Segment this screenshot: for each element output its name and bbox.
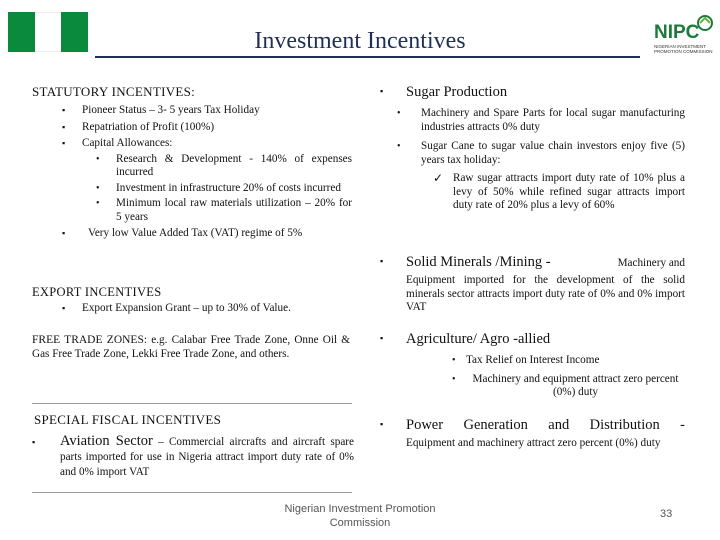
sub-item-text: Research & Development - 140% of expenses incurred xyxy=(116,152,352,178)
fiscal-heading: SPECIAL FISCAL INCENTIVES xyxy=(34,412,222,427)
sugar-check-text: Raw sugar attracts import duty rate of 10% plus a levy of 50% while refined sugar attracts import duty rate of 20% plus a levy of 60% xyxy=(453,172,685,211)
fiscal-box-top xyxy=(32,403,352,404)
list-item xyxy=(452,354,685,368)
square-bullet-icon: ▪ xyxy=(380,86,384,96)
sub-list-item xyxy=(62,153,352,180)
agric-title: Agriculture/ Agro -allied xyxy=(406,331,551,347)
ftz-text: e.g. Calabar Free Trade Zone, Onne Oil & Gas Free Trade Zone, Lekki Free Trade Zone, and others. xyxy=(32,334,350,360)
agric-section xyxy=(380,331,685,400)
page-title: Investment Incentives xyxy=(254,28,466,54)
bullet-icon: • xyxy=(452,355,456,366)
list-item xyxy=(62,137,352,151)
sub-item-text: Investment in infrastructure 20% of costs incurred xyxy=(116,181,341,194)
agric-item-text: Machinery and equipment attract zero percent (0%) duty xyxy=(472,372,679,398)
footer-line-2: Commission xyxy=(329,517,391,529)
agric-item-text: Tax Relief on Interest Income xyxy=(466,354,600,366)
checkmark-icon: ✓ xyxy=(433,171,444,185)
list-item-text: Capital Allowances: xyxy=(82,137,173,149)
ftz-block xyxy=(32,334,350,361)
solid-section xyxy=(380,254,685,315)
square-bullet-icon: ▪ xyxy=(62,121,66,132)
sub-list-item xyxy=(62,197,352,224)
list-item xyxy=(452,372,685,400)
list-item-text: Pioneer Status – 3- 5 years Tax Holiday xyxy=(82,104,260,116)
square-bullet-icon: ▪ xyxy=(62,105,66,115)
statutory-heading: STATUTORY INCENTIVES: xyxy=(32,84,196,99)
title-underline xyxy=(95,56,640,58)
list-item-text: Very low Value Added Tax (VAT) regime of 5% xyxy=(88,227,303,239)
nipc-logo xyxy=(652,14,716,56)
list-item xyxy=(62,121,352,135)
aviation-title: Aviation Sector xyxy=(60,433,153,449)
list-item xyxy=(397,107,685,134)
bullet-icon: • xyxy=(397,141,401,152)
list-item xyxy=(62,227,352,241)
list-item xyxy=(62,104,352,118)
power-title: Power Generation and Distribution - xyxy=(406,417,685,433)
bullet-icon: • xyxy=(96,182,100,194)
sub-item-text: Minimum local raw materials utilization – 20% for 5 years xyxy=(116,197,352,223)
power-section xyxy=(380,417,685,451)
export-heading: EXPORT INCENTIVES xyxy=(32,285,162,299)
sugar-section xyxy=(380,84,685,213)
square-bullet-icon: ▪ xyxy=(32,437,36,447)
square-bullet-icon: ▪ xyxy=(380,256,384,266)
square-bullet-icon: ▪ xyxy=(62,138,66,148)
sub-list-item xyxy=(62,182,352,196)
aviation-text: – Commercial aircrafts and aircraft spare parts imported for use in Nigeria attract import duty rate of 0% and 0% import VAT xyxy=(60,436,354,478)
ftz-heading: FREE TRADE ZONES: xyxy=(32,334,148,346)
export-item xyxy=(62,302,352,316)
sugar-title: Sugar Production xyxy=(406,84,508,100)
bullet-icon: • xyxy=(452,373,456,385)
sugar-item-text: Machinery and Spare Parts for local sugar manufacturing industries attracts 0% duty xyxy=(421,107,685,133)
list-item-text: Repatriation of Profit (100%) xyxy=(82,120,215,133)
fiscal-item xyxy=(32,434,354,480)
list-item xyxy=(397,140,685,167)
solid-text-tail: Machinery and xyxy=(617,257,685,269)
page-number: 33 xyxy=(660,508,673,520)
power-text: Equipment and machinery attract zero percent (0%) duty xyxy=(406,437,661,449)
list-item xyxy=(433,171,685,213)
square-bullet-icon: ▪ xyxy=(380,419,384,429)
logo-subtext: NIGERIAN INVESTMENT PROMOTION COMMISSION xyxy=(654,44,713,54)
logo-text: NIPC xyxy=(654,22,700,43)
bullet-icon: • xyxy=(96,198,100,209)
statutory-list xyxy=(62,104,352,241)
solid-title: Solid Minerals /Mining - xyxy=(406,254,551,270)
square-bullet-icon: ▪ xyxy=(62,303,66,313)
square-bullet-icon: ▪ xyxy=(380,333,384,343)
export-item-text: Export Expansion Grant – up to 30% of Value. xyxy=(82,302,291,314)
bullet-icon: • xyxy=(96,153,100,165)
solid-text: Equipment imported for the development of the solid minerals sector attracts import duty rate of 0% and 0% import VAT xyxy=(406,274,685,313)
square-bullet-icon: ▪ xyxy=(62,228,66,238)
footer-organization xyxy=(270,502,450,530)
fiscal-box-bottom xyxy=(32,492,352,493)
bullet-icon: • xyxy=(397,108,401,119)
sugar-item-text: Sugar Cane to sugar value chain investors enjoy five (5) years tax holiday: xyxy=(421,140,685,166)
footer-line-1: Nigerian Investment Promotion xyxy=(284,503,436,515)
